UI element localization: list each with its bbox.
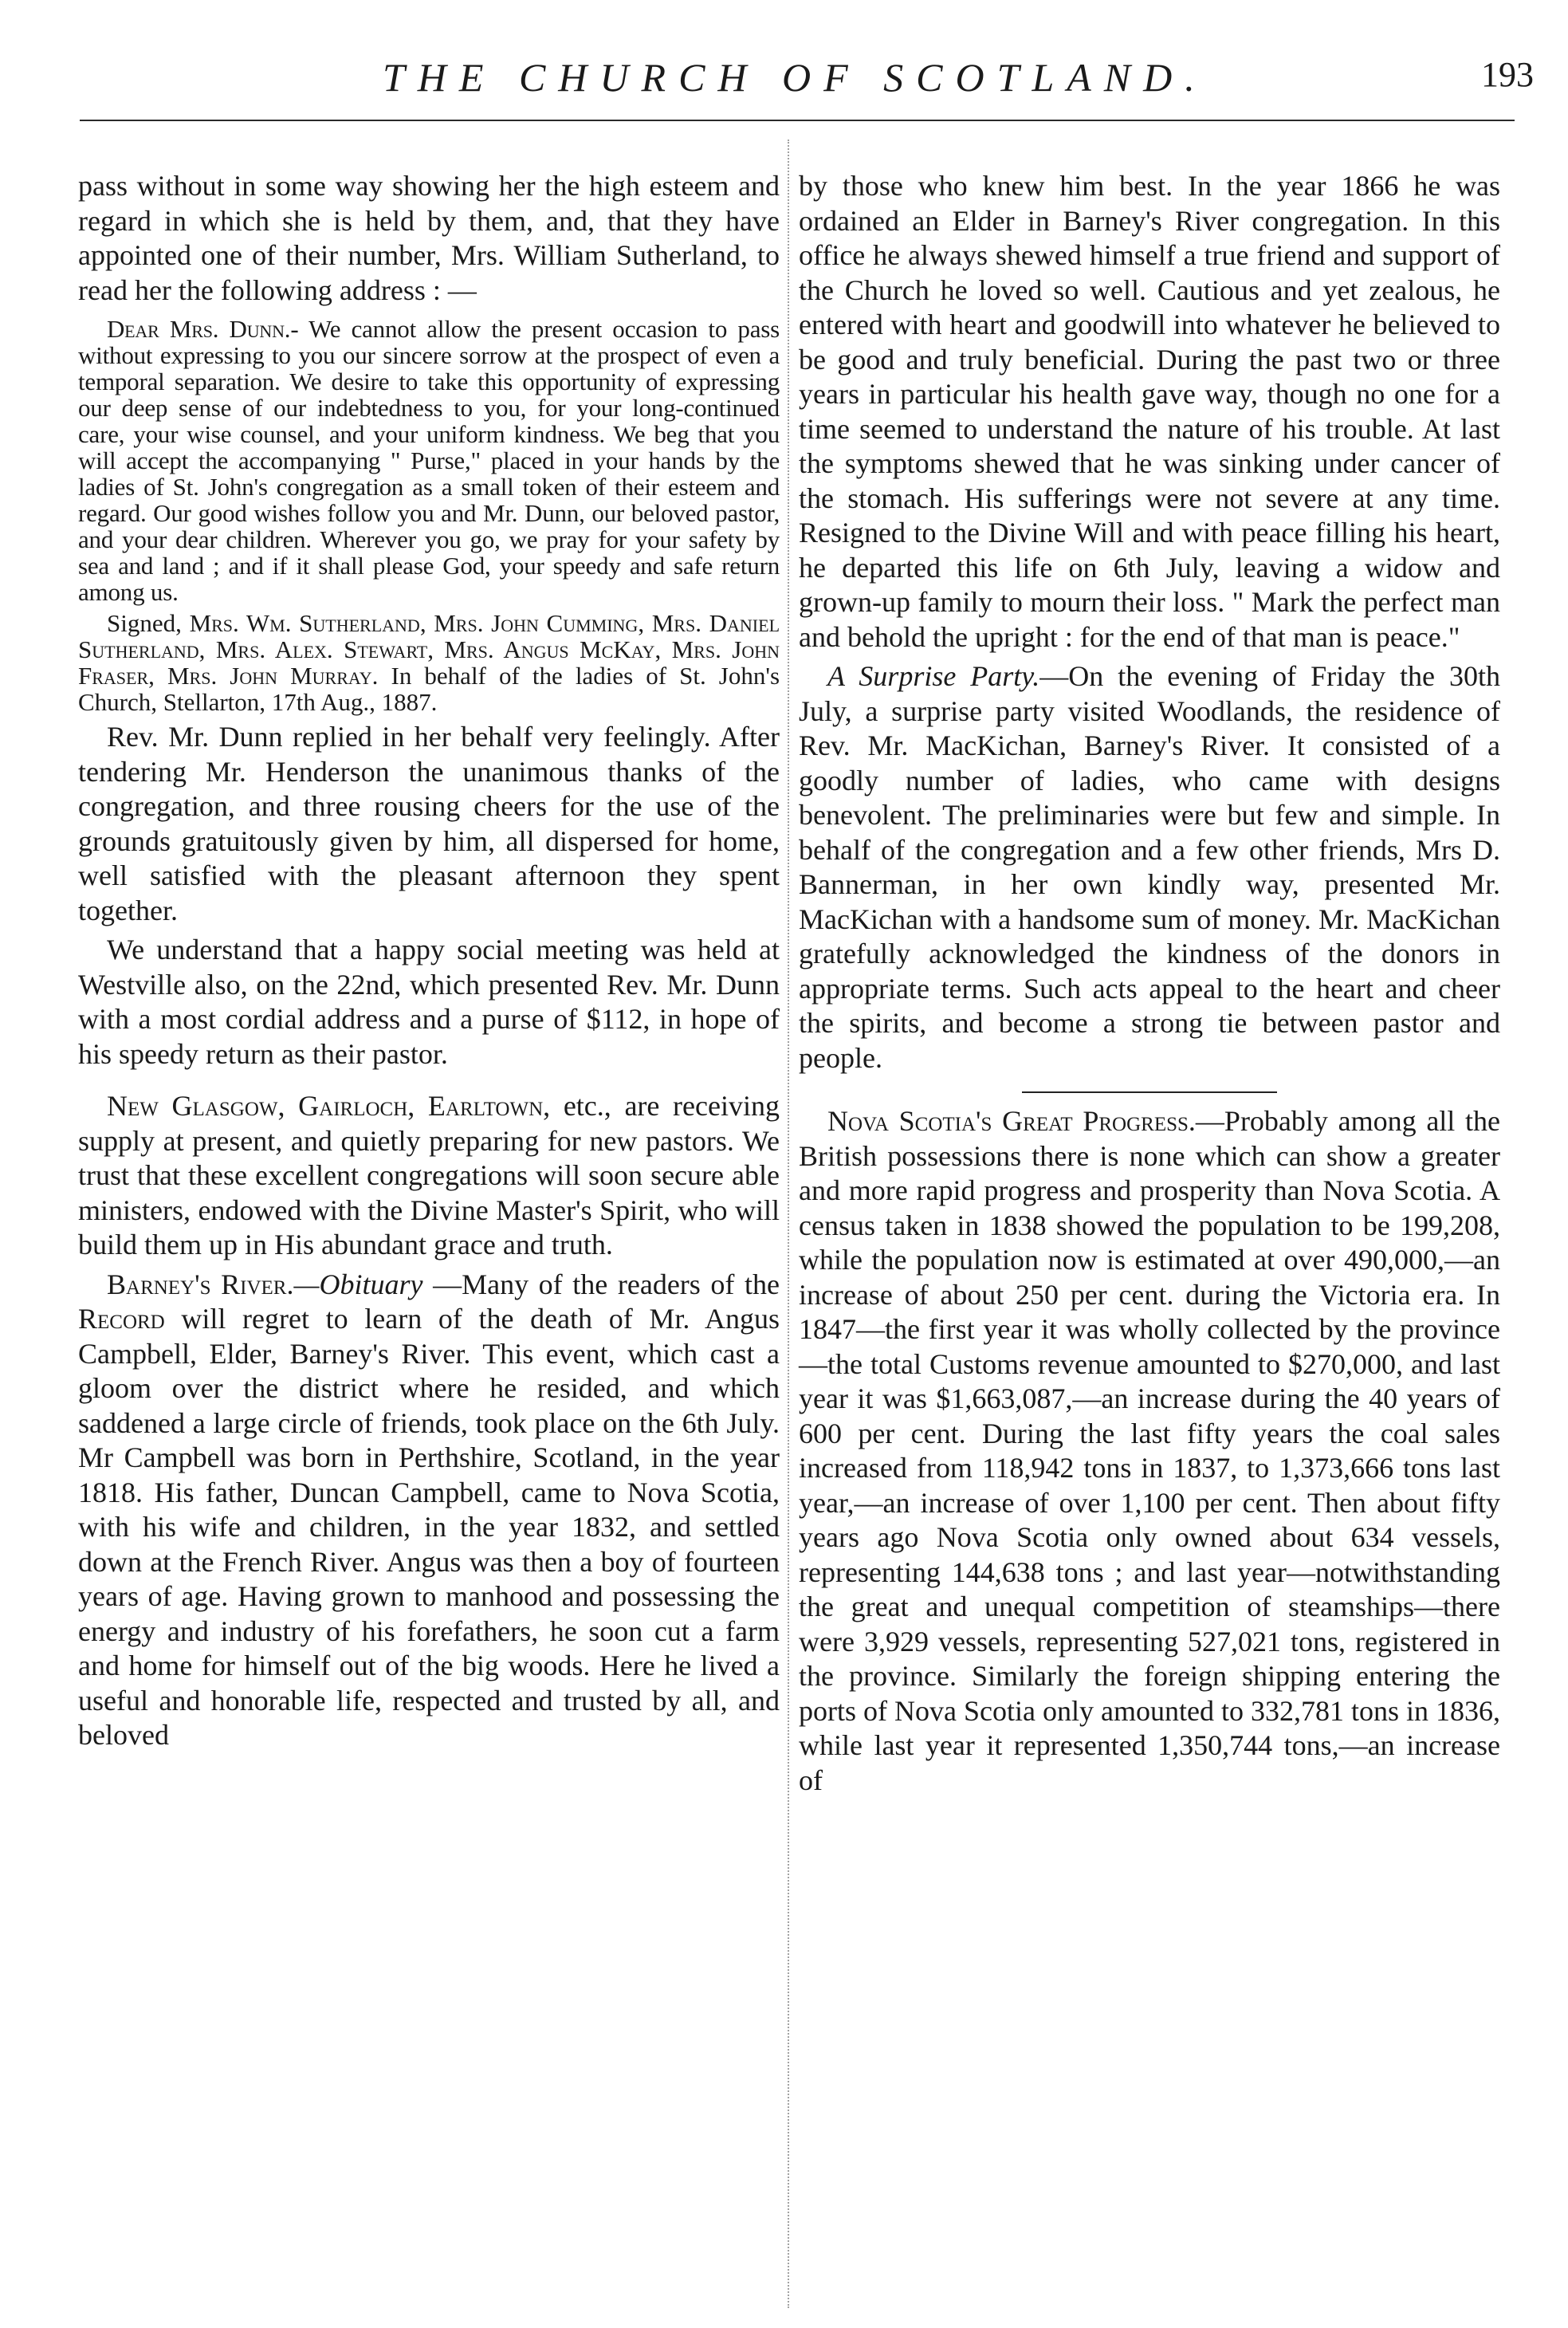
news-item (799, 659, 1500, 1076)
item-heading: A Surprise Party. (827, 660, 1040, 692)
signed-label: Signed, (107, 609, 182, 637)
item-subheading: —Obituary (293, 1268, 423, 1300)
item-body: —Probably among all the British possessions there is none which can show a greater and more rapid progress and prosperity than Nova Scotia. A census taken in 1838 showed the population to be 199,208, while the population now is estimated at over 490,000,—an increase of about 250 per cent. during the Victoria era. In 1847—the first year it was wholly collected by the province—the total Customs revenue amounted to $270,000, and last year it was $1,663,087,—an increase during the 40 years of 600 per cent. During the last fifty years the coal sales increased from 118,942 tons in 1837, to 1,373,666 tons last year,—an increase of over 1,100 per cent. Then about fifty years ago Nova Scotia only owned about 634 vessels, representing 144,638 tons ; and last year—notwithstanding the great and unequal competition of steamships—there were 3,929 vessels, representing 527,021 tons, registered in the province. Similarly the foreign shipping entering the ports of Nova Scotia only amounted to 332,781 tons in 1836, while last year it represented 1,350,744 tons,—an increase of (799, 1105, 1500, 1796)
item-heading: Barney's River. (107, 1268, 294, 1300)
right-column (799, 169, 1500, 1803)
item-body: —Many of the readers of the (422, 1268, 780, 1300)
section-separator (1022, 1091, 1277, 1093)
address-salutation: Dear Mrs. Dunn. (107, 315, 291, 343)
signatory-names: Mrs. Wm. Sutherland, Mrs. John Cumming, Mrs. Daniel Sutherland, Mrs. Alex. Stewart, Mrs. Angus McKay, Mrs. John Fraser, Mrs. John Murray. (78, 609, 780, 690)
record-name: Record (78, 1303, 165, 1335)
page-header (0, 54, 1568, 102)
paragraph: Rev. Mr. Dunn replied in her behalf very feelingly. After tendering Mr. Henderson the unanimous thanks of the congregation, and three rousing cheers for the use of the grounds gratuitously given by him, all dispersed for home, well satisfied with the pleasant afternoon they spent together. (78, 721, 780, 926)
news-item (78, 1089, 780, 1263)
column-divider (788, 140, 790, 2308)
running-title: THE CHURCH OF SCOTLAND. (383, 55, 1208, 100)
signatory-note: In behalf of the ladies of St. John's Church, Stellarton, 17th Aug., 1887. (78, 662, 780, 716)
paragraph: by those who knew him best. In the year 1866 he was ordained an Elder in Barney's River congregation. In this office he always shewed himself a true friend and support of the Church he loved so well. Cautious and yet zealous, he entered with heart and goodwill into whatever he believed to be good and truly beneficial. During the past two or three years in particular his health gave way, though no one for a time seemed to understand the nature of his trouble. At last the symptoms shewed that he was sinking under cancer of the stomach. His sufferings were not severe at any time. Resigned to the Divine Will and with peace filling his heart, he departed this life on 6th July, leaving a widow and grown-up family to mourn their loss. " Mark the perfect man and behold the upright : for the end of that man is peace." (799, 170, 1500, 653)
item-heading: Nova Scotia's Great Progress. (827, 1105, 1196, 1137)
news-item (799, 1104, 1500, 1798)
address-text (78, 316, 780, 605)
left-column (78, 169, 780, 1758)
paragraph: We understand that a happy social meeting was held at Westville also, on the 22nd, which presented Rev. Mr. Dunn with a most cordial address and a purse of $112, in hope of his speedy return as their pastor. (78, 934, 780, 1070)
signatories (78, 610, 780, 715)
page-number: 193 (1481, 55, 1534, 94)
address-body: - We cannot allow the present occasion to pass without expressing to you our sincere sorrow at the prospect of even a temporal separation. We desire to take this opportunity of expressing our deep sense of our indebtedness to you, for your long-continued care, your wise counsel, and your uniform kindness. We beg that you will accept the accompanying " Purse," placed in your hands by the ladies of St. John's congregation as a small token of their esteem and regard. Our good wishes follow you and Mr. Dunn, our beloved pastor, and your dear children. Wherever you go, we pray for your safety by sea and land ; and if it shall please God, your speedy and safe return among us. (78, 315, 780, 606)
item-body: —On the evening of Friday the 30th July, a surprise party visited Woodlands, the residence of Rev. Mr. MacKichan, Barney's River. It consisted of a goodly number of ladies, who came with designs benevolent. The preliminaries were but few and simple. In behalf of the congregation and a few other friends, Mrs D. Bannerman, in her own kindly way, presented Mr. MacKichan with a handsome sum of money. Mr. MacKichan gratefully acknowledged the kindness of the donors in appropriate terms. Such acts appeal to the heart and cheer the spirits, and become a strong tie between pastor and people. (799, 660, 1500, 1074)
paragraph: pass without in some way showing her the high esteem and regard in which she is held by them, and, that they have appointed one of their number, Mrs. William Sutherland, to read her the following address : — (78, 170, 780, 306)
item-body-continued: will regret to learn of the death of Mr. Angus Campbell, Elder, Barney's River. This event, which cast a gloom over the district where he resided, and which saddened a large circle of friends, took place on the 6th July. Mr Campbell was born in Perthshire, Scotland, in the year 1818. His father, Duncan Campbell, came to Nova Scotia, with his wife and children, in the year 1832, and settled down at the French River. Angus was then a boy of fourteen years of age. Having grown to manhood and possessing the energy and industry of his forefathers, he soon cut a farm and home for himself out of the big woods. Here he lived a useful and honorable life, respected and trusted by all, and beloved (78, 1303, 780, 1751)
item-heading: New Glasgow, Gairloch, Earltown, (107, 1090, 551, 1122)
header-rule (80, 120, 1515, 121)
item-body: etc., are receiving supply at present, and quietly preparing for new pastors. We trust that these excellent congregations will soon secure able ministers, endowed with the Divine Master's Spirit, who will build them up in His abundant grace and truth. (78, 1090, 780, 1260)
news-item (78, 1268, 780, 1753)
